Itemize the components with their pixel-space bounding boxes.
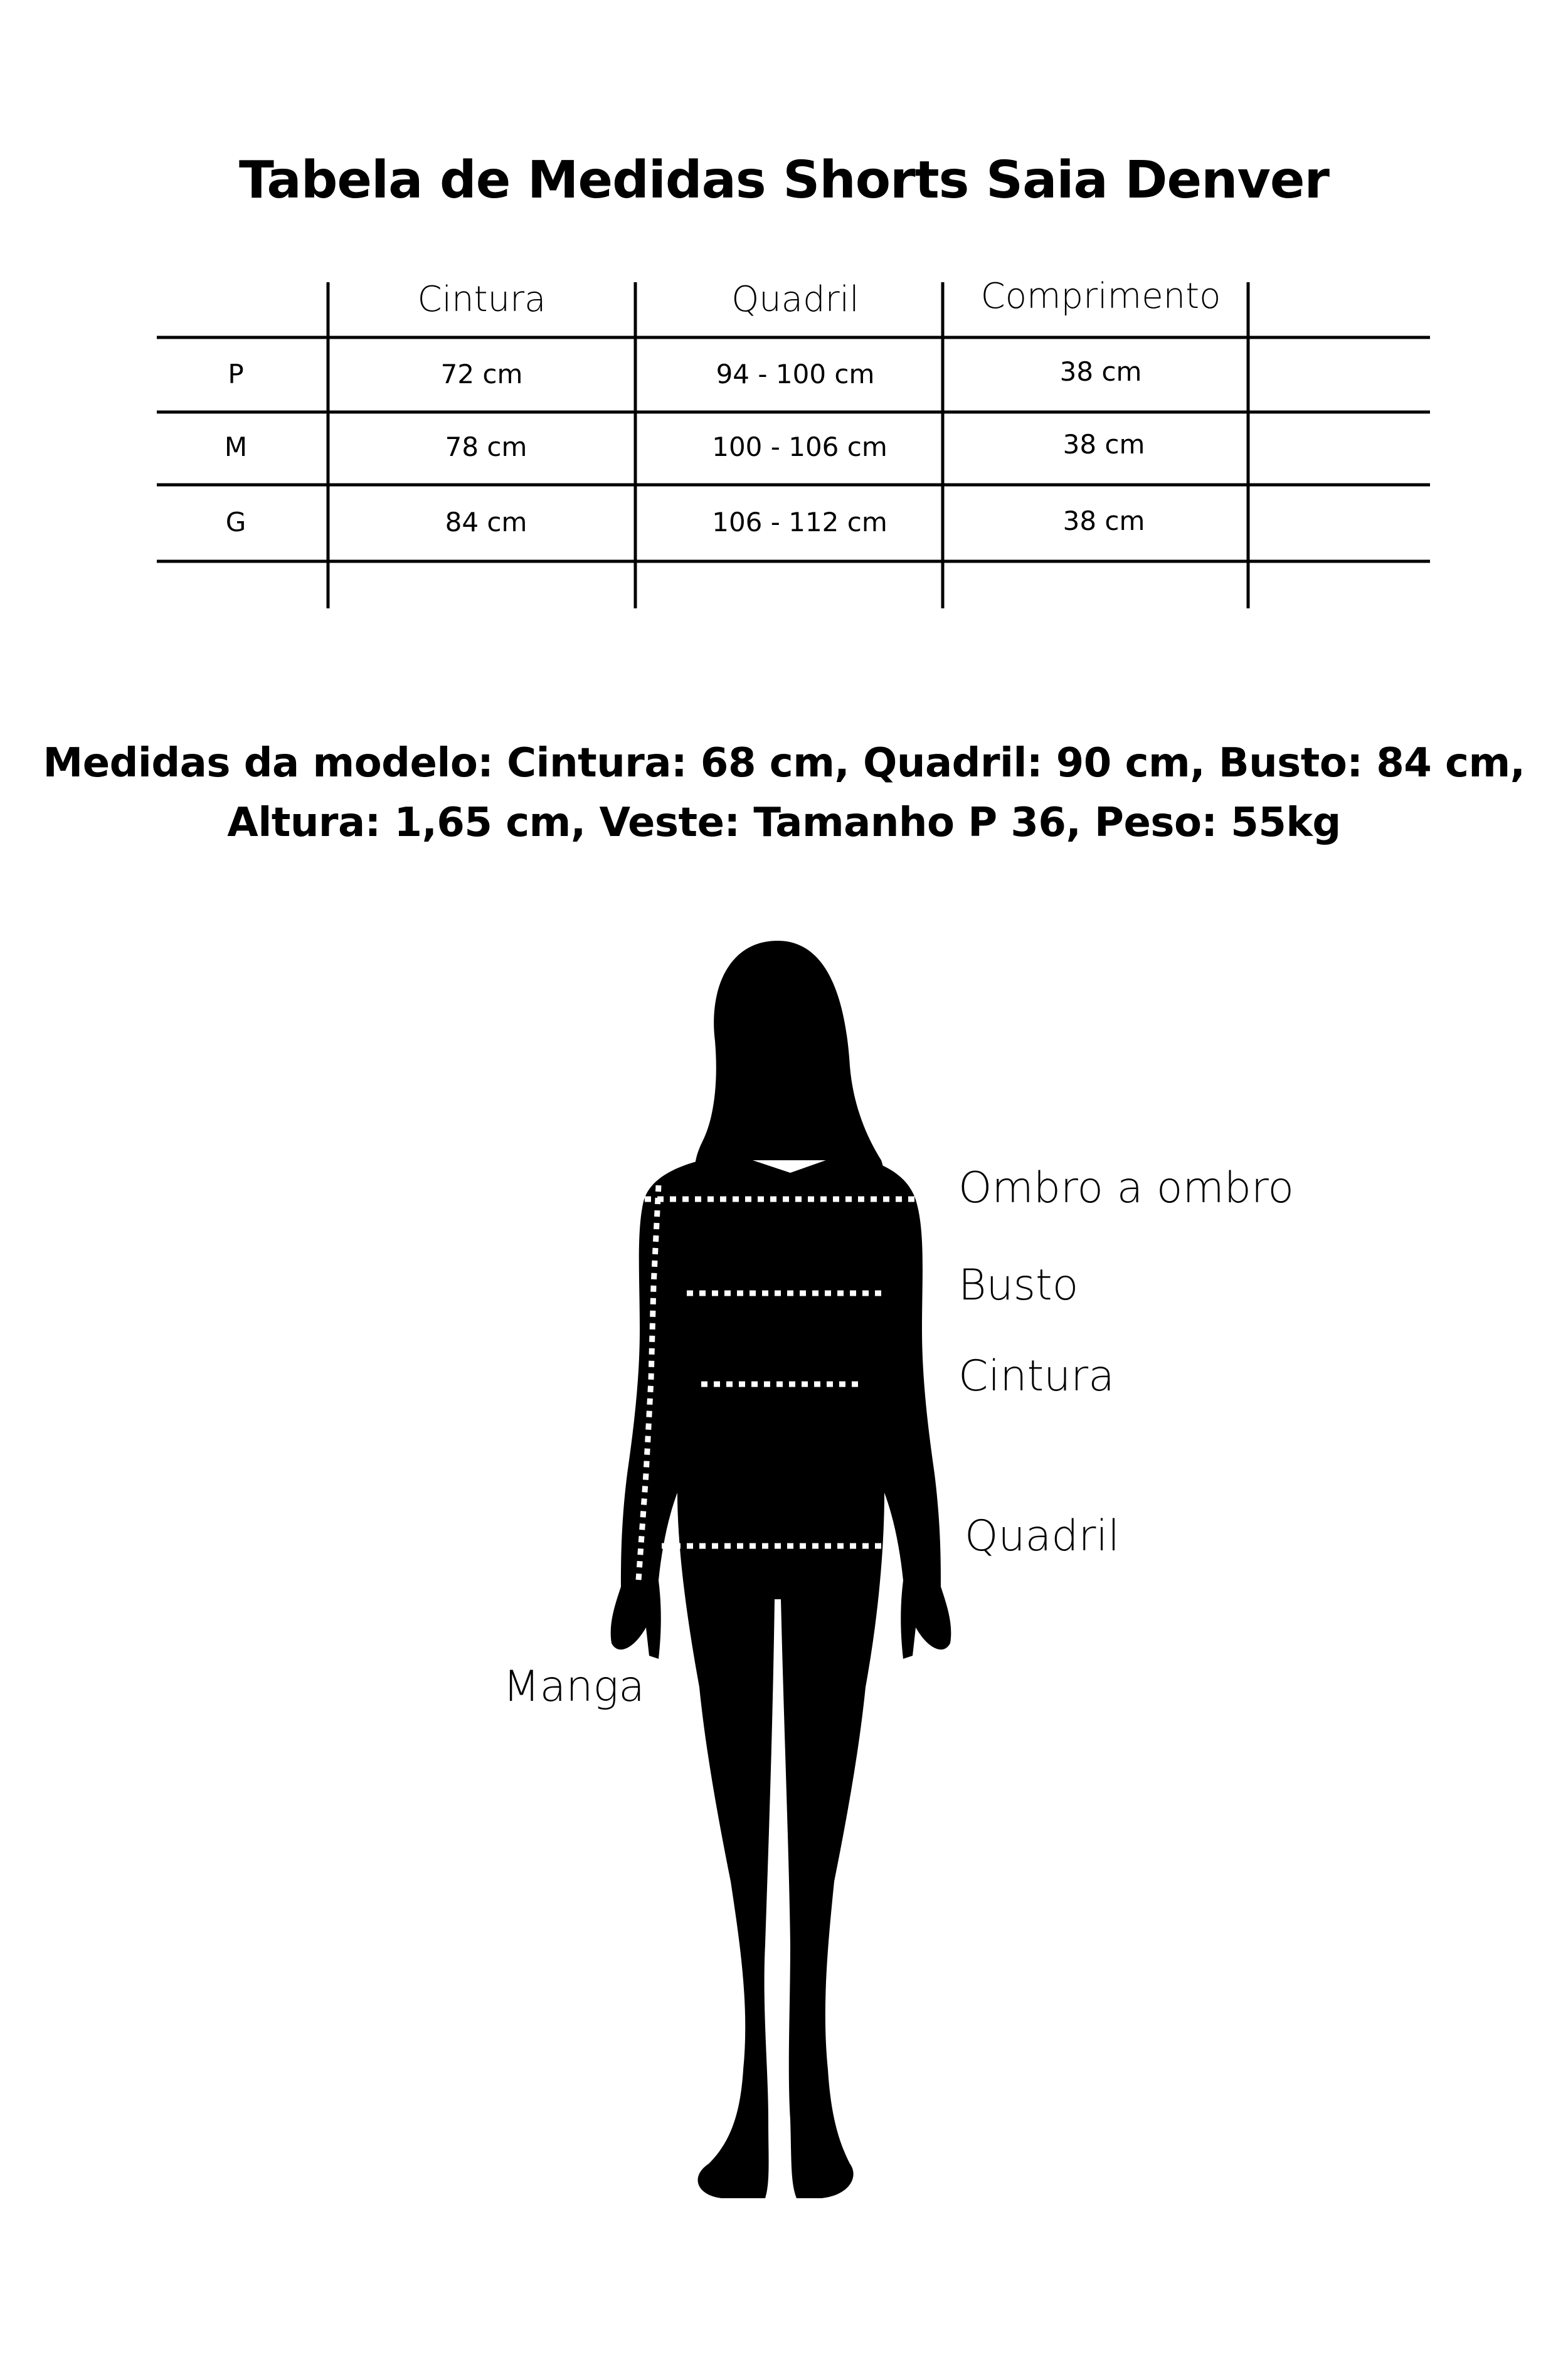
size-p: P: [228, 359, 244, 389]
quadril-g: 106 - 112 cm: [712, 507, 887, 537]
size-table: [0, 0, 1568, 627]
quadril-m: 100 - 106 cm: [712, 431, 887, 462]
model-line-2: Altura: 1,65 cm, Veste: Tamanho P 36, Peso: 55kg: [227, 800, 1341, 846]
cintura-m: 78 cm: [445, 431, 527, 462]
cintura-g: 84 cm: [445, 507, 527, 537]
comprimento-g: 38 cm: [1062, 505, 1145, 536]
comprimento-m: 38 cm: [1062, 429, 1145, 460]
quadril-p: 94 - 100 cm: [716, 359, 875, 389]
model-measurements: [0, 734, 1568, 853]
header-comprimento: Comprimento: [980, 276, 1221, 317]
header-cintura: Cintura: [417, 279, 546, 320]
woman-silhouette-icon: [0, 878, 1568, 2352]
body-diagram: [0, 878, 1568, 2352]
label-quadril: Quadril: [965, 1511, 1120, 1561]
label-manga: Manga: [503, 1662, 645, 1712]
label-cintura: Cintura: [958, 1352, 1115, 1401]
label-ombro: Ombro a ombro: [958, 1163, 1294, 1213]
size-m: M: [224, 431, 248, 462]
page-title: Tabela de Medidas Shorts Saia Denver: [239, 151, 1329, 210]
label-busto: Busto: [958, 1261, 1079, 1310]
cintura-p: 72 cm: [440, 359, 523, 389]
header-quadril: Quadril: [731, 279, 859, 320]
model-line-1: Medidas da modelo: Cintura: 68 cm, Quadril: 90 cm, Busto: 84 cm,: [43, 740, 1525, 786]
comprimento-p: 38 cm: [1059, 356, 1142, 387]
size-g: G: [225, 507, 246, 537]
